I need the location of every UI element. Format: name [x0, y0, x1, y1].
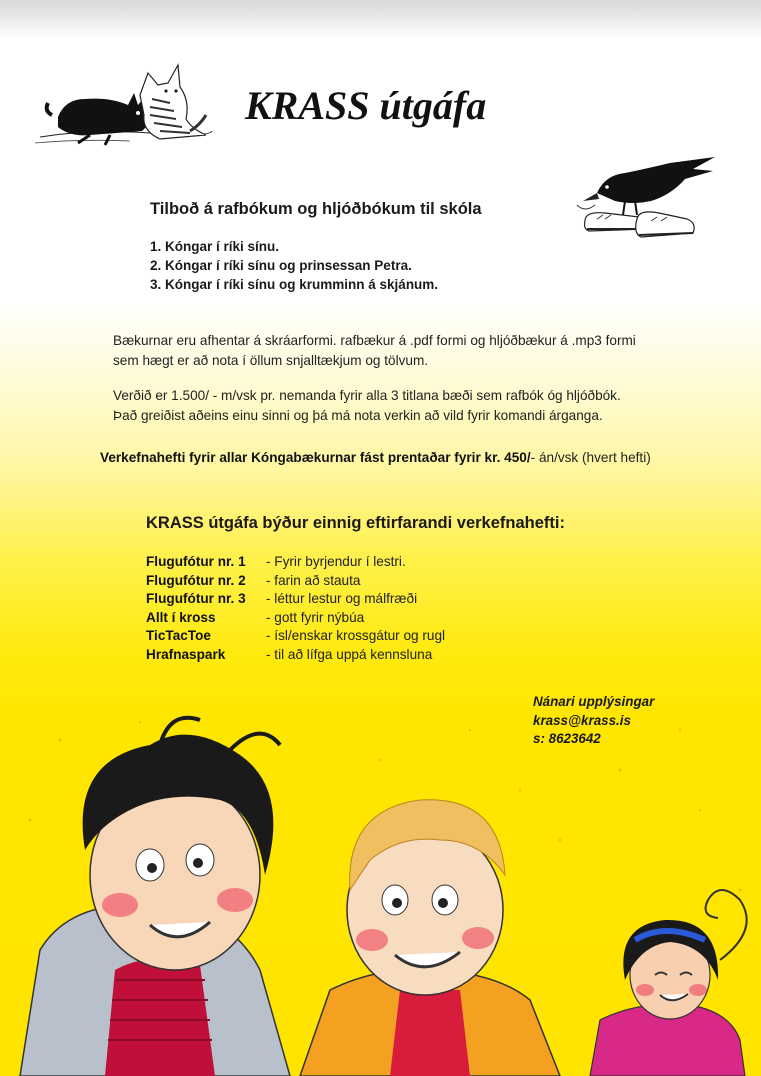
- raven-on-shoes-illustration: [575, 155, 720, 247]
- workbook-offer-rest: - án/vsk (hvert hefti): [530, 450, 651, 465]
- workbook-row: [146, 628, 445, 647]
- paragraph-line: Verðið er 1.500/ - m/vsk pr. nemanda fyrir alla 3 titlana bæði sem rafbók óg hljóðbók.: [113, 388, 621, 403]
- paragraph-line: Það greiðist aðeins einu sinni og þá má nota verkin að vild fyrir komandi árganga.: [113, 408, 603, 423]
- paragraph-line: sem hægt er að nota í öllum snjalltækjum og tölvum.: [113, 353, 429, 368]
- workbook-name: Flugufótur nr. 1: [146, 554, 246, 569]
- workbook-row: [146, 610, 445, 629]
- contact-email[interactable]: krass@krass.is: [533, 712, 631, 728]
- workbook-name: Flugufótur nr. 2: [146, 572, 246, 588]
- offer-heading: Tilboð á rafbókum og hljóðbókum til skóla: [150, 200, 482, 218]
- workbook-desc: - ísl/enskar krossgátur og rugl: [266, 628, 446, 643]
- workbook-row: [146, 573, 445, 592]
- format-paragraph: [113, 331, 636, 371]
- workbook-row: [146, 647, 445, 666]
- price-paragraph: [113, 386, 621, 426]
- paragraph-line: Bækurnar eru afhentar á skráarformi. rafbækur á .pdf formi og hljóðbækur á .mp3 formi: [113, 333, 636, 348]
- list-item: 3. Kóngar í ríki sínu og krumminn á skjánum.: [150, 277, 439, 292]
- workbook-row: [146, 554, 445, 573]
- workbook-name: TicTacToe: [146, 628, 211, 643]
- workbook-list: [146, 554, 445, 665]
- workbook-desc: - Fyrir byrjendur í lestri.: [266, 554, 406, 569]
- workbook-desc: - gott fyrir nýbúa: [266, 609, 365, 625]
- top-shadow: [0, 0, 761, 40]
- workbook-name: Flugufótur nr. 3: [146, 591, 246, 606]
- page-title: KRASS útgáfa: [245, 83, 487, 128]
- cats-illustration: [30, 55, 215, 155]
- workbook-offer: [100, 450, 651, 465]
- workbook-desc: - léttur lestur og málfræði: [266, 591, 418, 606]
- list-item: 2. Kóngar í ríki sínu og prinsessan Petra.: [150, 258, 412, 273]
- workbook-desc: - farin að stauta: [266, 572, 361, 588]
- workbook-name: Hrafnaspark: [146, 646, 226, 662]
- workbook-desc: - til að lífga uppá kennsluna: [266, 646, 433, 662]
- workbook-offer-bold: Verkefnahefti fyrir allar Kóngabækurnar fást prentaðar fyrir kr. 450/: [100, 450, 531, 465]
- workbook-name: Allt í kross: [146, 609, 216, 625]
- book-list: [150, 237, 438, 294]
- workbook-row: [146, 591, 445, 610]
- workbooks-heading: KRASS útgáfa býður einnig eftirfarandi verkefnahefti:: [146, 514, 565, 532]
- contact-label: Nánari upplýsingar: [533, 694, 655, 709]
- children-illustration: [0, 700, 761, 1076]
- contact-phone: s: 8623642: [533, 731, 601, 746]
- list-item: 1. Kóngar í ríki sínu.: [150, 239, 280, 254]
